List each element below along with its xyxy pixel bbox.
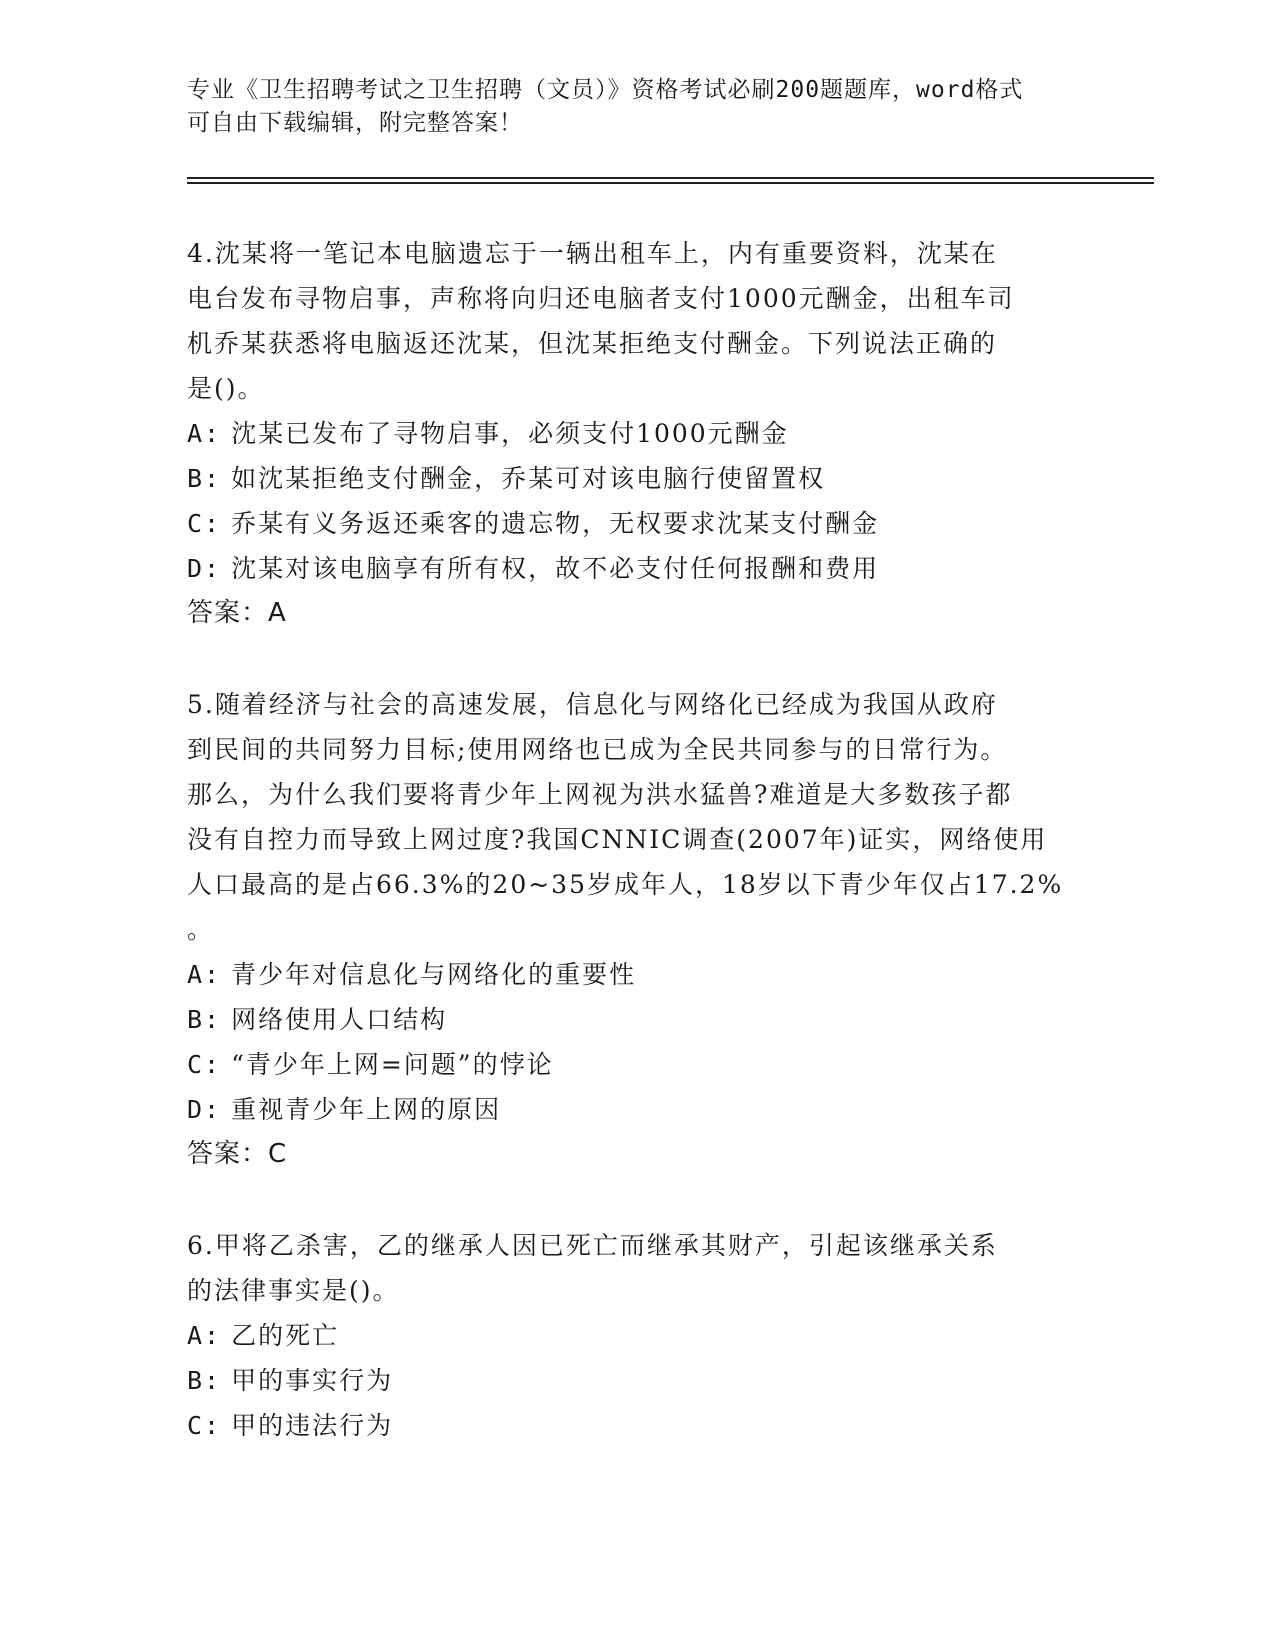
option-a (187, 952, 1087, 997)
option-a (187, 411, 1087, 456)
option-b (187, 1358, 1087, 1403)
option-letter: C: (187, 509, 222, 538)
question-4 (187, 231, 1087, 636)
option-text: 乔某有义务返还乘客的遗忘物，无权要求沈某支付酬金 (231, 509, 880, 538)
header-line-2: 可自由下载编辑，附完整答案！ (187, 110, 523, 136)
option-c (187, 1042, 1087, 1087)
option-letter: B: (187, 1005, 222, 1034)
question-5 (187, 682, 1087, 1177)
option-text: 重视青少年上网的原因 (231, 1095, 502, 1124)
option-text: 甲的违法行为 (231, 1411, 394, 1440)
option-letter: C: (187, 1411, 222, 1440)
question-stem-line: 那么，为什么我们要将青少年上网视为洪水猛兽?难道是大多数孩子都 (187, 780, 1013, 809)
option-letter: D: (187, 554, 222, 583)
option-letter: C: (187, 1050, 222, 1079)
question-stem-line: 。 (187, 915, 215, 944)
option-b (187, 456, 1087, 501)
question-list (187, 231, 1087, 1448)
question-stem-line: 5.随着经济与社会的高速发展，信息化与网络化已经成为我国从政府 (187, 690, 998, 719)
option-text: 如沈某拒绝支付酬金，乔某可对该电脑行使留置权 (231, 464, 826, 493)
option-c (187, 1403, 1087, 1448)
question-stem-line: 4.沈某将一笔记本电脑遗忘于一辆出租车上，内有重要资料，沈某在 (187, 239, 998, 268)
option-text: 甲的事实行为 (231, 1366, 394, 1395)
question-stem-line: 是()。 (187, 374, 265, 403)
option-letter: A: (187, 1321, 222, 1350)
option-letter: A: (187, 419, 222, 448)
option-b (187, 997, 1087, 1042)
document-header (187, 74, 1087, 140)
question-stem-line: 机乔某获悉将电脑返还沈某，但沈某拒绝支付酬金。下列说法正确的 (187, 329, 998, 358)
question-6 (187, 1223, 1087, 1448)
header-rule-double (187, 182, 1154, 184)
option-text: 沈某对该电脑享有所有权，故不必支付任何报酬和费用 (231, 554, 880, 583)
option-text: 青少年对信息化与网络化的重要性 (231, 960, 637, 989)
option-text: 沈某已发布了寻物启事，必须支付1000元酬金 (231, 419, 789, 448)
question-stem-line: 人口最高的是占66.3%的20~35岁成年人，18岁以下青少年仅占17.2% (187, 870, 1064, 899)
question-stem-line: 电台发布寻物启事，声称将向归还电脑者支付1000元酬金，出租车司 (187, 284, 1015, 313)
option-text: “青少年上网=问题”的悖论 (231, 1050, 554, 1079)
option-text: 网络使用人口结构 (231, 1005, 448, 1034)
option-letter: A: (187, 960, 222, 989)
header-rule (187, 177, 1154, 179)
option-d (187, 546, 1087, 591)
option-letter: B: (187, 464, 222, 493)
answer-label: 答案：A (187, 598, 287, 628)
option-c (187, 501, 1087, 546)
question-stem-line: 到民间的共同努力目标;使用网络也已成为全民共同参与的日常行为。 (187, 735, 1008, 764)
option-d (187, 1087, 1087, 1132)
option-text: 乙的死亡 (231, 1321, 340, 1350)
option-letter: D: (187, 1095, 222, 1124)
option-a (187, 1313, 1087, 1358)
question-stem-line: 的法律事实是()。 (187, 1276, 400, 1305)
header-line-1: 专业《卫生招聘考试之卫生招聘（文员）》资格考试必刷200题题库，word格式 (187, 77, 1024, 103)
option-letter: B: (187, 1366, 222, 1395)
question-stem-line: 6.甲将乙杀害，乙的继承人因已死亡而继承其财产，引起该继承关系 (187, 1231, 998, 1260)
answer-label: 答案：C (187, 1139, 288, 1169)
question-stem-line: 没有自控力而导致上网过度?我国CNNIC调查(2007年)证实，网络使用 (187, 825, 1048, 854)
